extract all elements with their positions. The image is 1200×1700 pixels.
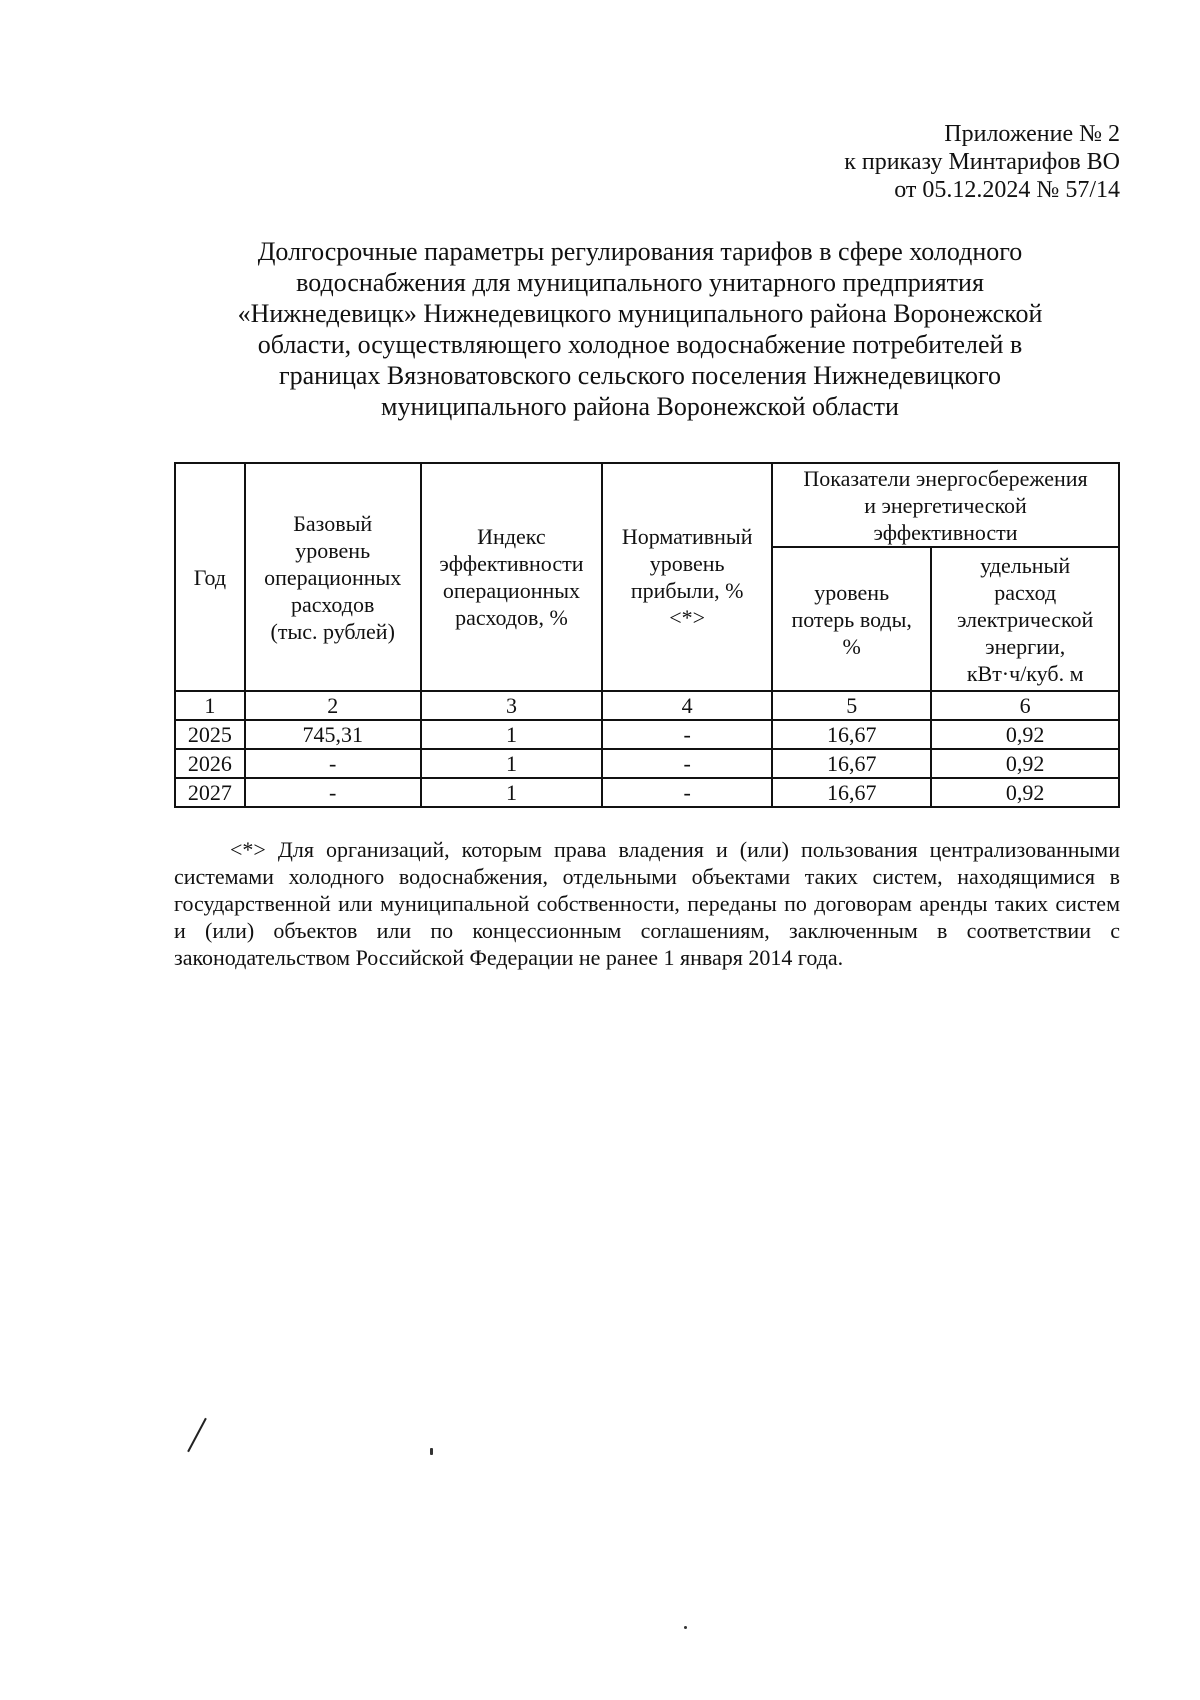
efficiency-index-cell: 1: [421, 778, 603, 807]
profit-level-cell: -: [602, 749, 772, 778]
power-consumption-cell: 0,92: [931, 749, 1119, 778]
efficiency-index-cell: 1: [421, 720, 603, 749]
document-title: [160, 236, 1120, 422]
efficiency-index-cell: 1: [421, 749, 603, 778]
column-number: 4: [602, 691, 772, 720]
title-line: области, осуществляющего холодное водоснабжение потребителей в: [257, 330, 1023, 359]
column-number: 3: [421, 691, 603, 720]
header-energy-indicators: Показатели энергосбережения и энергетической эффективности: [772, 463, 1119, 547]
column-number: 6: [931, 691, 1119, 720]
header-power-consumption: удельный расход электрической энергии, кВт·ч/куб. м: [931, 547, 1119, 691]
header-year: Год: [175, 463, 245, 691]
appendix-reference: [844, 120, 1120, 204]
title-line: водоснабжения для муниципального унитарного предприятия: [296, 268, 984, 297]
header-base-opex: Базовый уровень операционных расходов (тыс. рублей): [245, 463, 421, 691]
water-loss-cell: 16,67: [772, 749, 931, 778]
column-number-row: [175, 691, 1119, 720]
title-line: границах Вязноватовского сельского поселения Нижнедевицкого: [278, 361, 1002, 390]
base-opex-cell: -: [245, 749, 421, 778]
pen-stroke-mark: [187, 1418, 207, 1452]
table-row: [175, 720, 1119, 749]
table-row: [175, 749, 1119, 778]
column-number: 1: [175, 691, 245, 720]
parameters-table: [174, 462, 1120, 808]
header-efficiency-index: Индекс эффективности операционных расходов, %: [421, 463, 603, 691]
column-number: 2: [245, 691, 421, 720]
title-line: муниципального района Воронежской области: [381, 392, 899, 421]
profit-level-cell: -: [602, 720, 772, 749]
year-cell: 2027: [175, 778, 245, 807]
scan-speck-mark: [430, 1448, 433, 1455]
title-line: «Нижнедевицк» Нижнедевицкого муниципального района Воронежской: [237, 299, 1043, 328]
scan-dot-mark: [684, 1626, 687, 1629]
header-water-loss: уровень потерь воды, %: [772, 547, 931, 691]
appendix-number: Приложение № 2: [944, 121, 1120, 147]
year-cell: 2025: [175, 720, 245, 749]
table-row: [175, 778, 1119, 807]
appendix-date: от 05.12.2024 № 57/14: [894, 177, 1120, 203]
water-loss-cell: 16,67: [772, 778, 931, 807]
title-line: Долгосрочные параметры регулирования тарифов в сфере холодного: [257, 237, 1023, 266]
profit-level-cell: -: [602, 778, 772, 807]
footnote: <*> Для организаций, которым права владения и (или) пользования централизованными системами холодного водоснабжения, отдельными объектами таких систем, находящимися в государственной или муниципальной собственности, переданы по договорам аренды таких систем и (или) объектов или по концессионным соглашениям, заключенным в соответствии с законодательством Российской Федерации не ранее 1 января 2014 года.: [174, 837, 1120, 970]
appendix-order: к приказу Минтарифов ВО: [844, 149, 1120, 175]
header-profit-level: Нормативный уровень прибыли, % <*>: [602, 463, 772, 691]
base-opex-cell: 745,31: [245, 720, 421, 749]
power-consumption-cell: 0,92: [931, 778, 1119, 807]
water-loss-cell: 16,67: [772, 720, 931, 749]
base-opex-cell: -: [245, 778, 421, 807]
column-number: 5: [772, 691, 931, 720]
power-consumption-cell: 0,92: [931, 720, 1119, 749]
year-cell: 2026: [175, 749, 245, 778]
